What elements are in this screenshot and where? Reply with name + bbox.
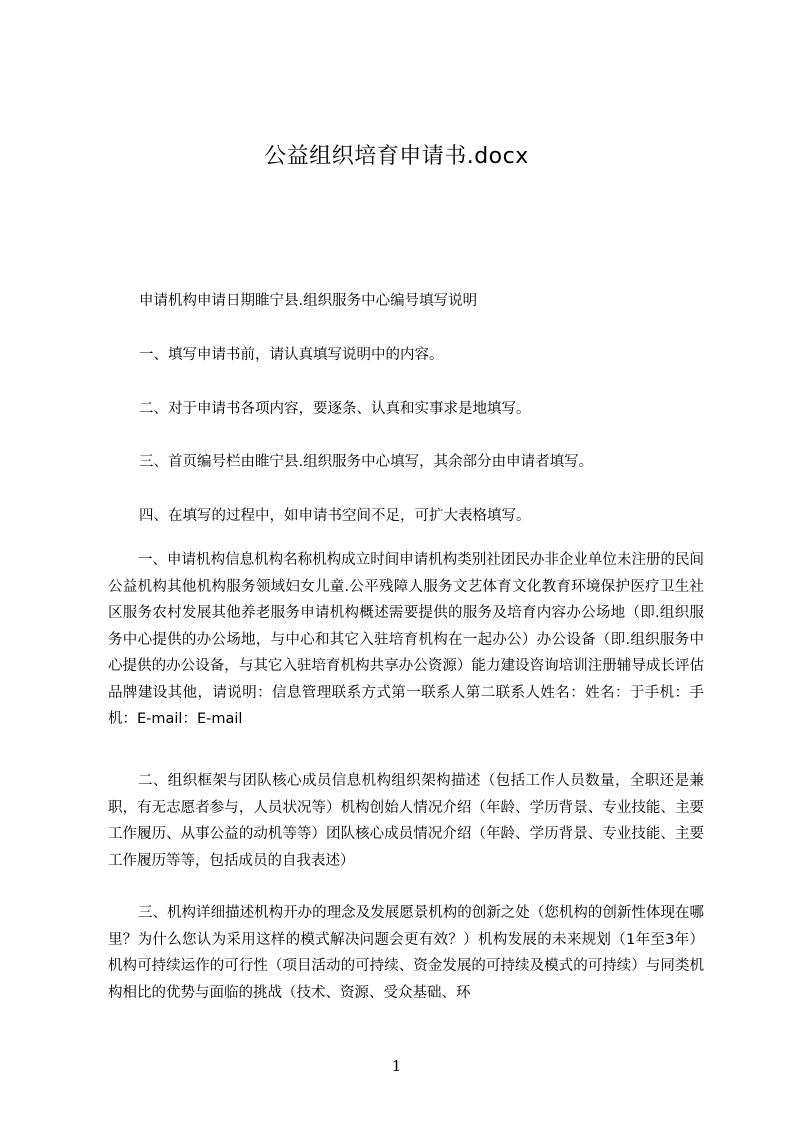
heading-line: 申请机构申请日期睢宁县.组织服务中心编号填写说明	[139, 293, 478, 309]
instruction-item-4: 四、在填写的过程中，如申请书空间不足，可扩大表格填写。	[139, 508, 531, 524]
instruction-item-3: 三、首页编号栏由睢宁县.组织服务中心填写，其余部分由申请者填写。	[139, 454, 594, 470]
section-1-applicant-info: 一、申请机构信息机构名称机构成立时间申请机构类别社团民办非企业单位未注册的民间公益机构其他机构服务领域妇女儿童.公平残障人服务文艺体育文化教育环境保护医疗卫生社区服务农村发展其他养老服务申请机构概述需要提供的服务及培育内容办公场地（即.组织服务中心提供的办公场地，与中心和其它入驻培育机构在一起办公）办公设备（即.组织服务中心提供的办公设备，与其它入驻培育机构共享办公资源）能力建设咨询培训注册辅导成长评估品牌建设其他，请说明：信息管理联系方式第一联系人第二联系人姓名：姓名：于手机：手机：E-mail：E-mail	[108, 552, 704, 727]
section-3-organization-details: 三、机构详细描述机构开办的理念及发展愿景机构的创新之处（您机构的创新性体现在哪里？为什么您认为采用这样的模式解决问题会更有效？）机构发展的未来规划（1年至3年）机构可持续运作的可行性（项目活动的可持续、资金发展的可持续及模式的可持续）与同类机构相比的优势与面临的挑战（技术、资源、受众基础、环	[108, 905, 704, 1001]
document-title: 公益组织培育申请书.docx	[264, 144, 529, 169]
page-number: 1	[391, 1057, 402, 1075]
section-2-team-info: 二、组织框架与团队核心成员信息机构组织架构描述（包括工作人员数量，全职还是兼职，有无志愿者参与，人员状况等）机构创始人情况介绍（年龄、学历背景、专业技能、主要工作履历、从事公益的动机等等）团队核心成员情况介绍（年龄、学历背景、专业技能、主要工作履历等等，包括成员的自我表述）	[108, 773, 704, 869]
instruction-item-1: 一、填写申请书前，请认真填写说明中的内容。	[139, 347, 444, 363]
instruction-item-2: 二、对于申请书各项内容，要逐条、认真和实事求是地填写。	[139, 401, 531, 417]
